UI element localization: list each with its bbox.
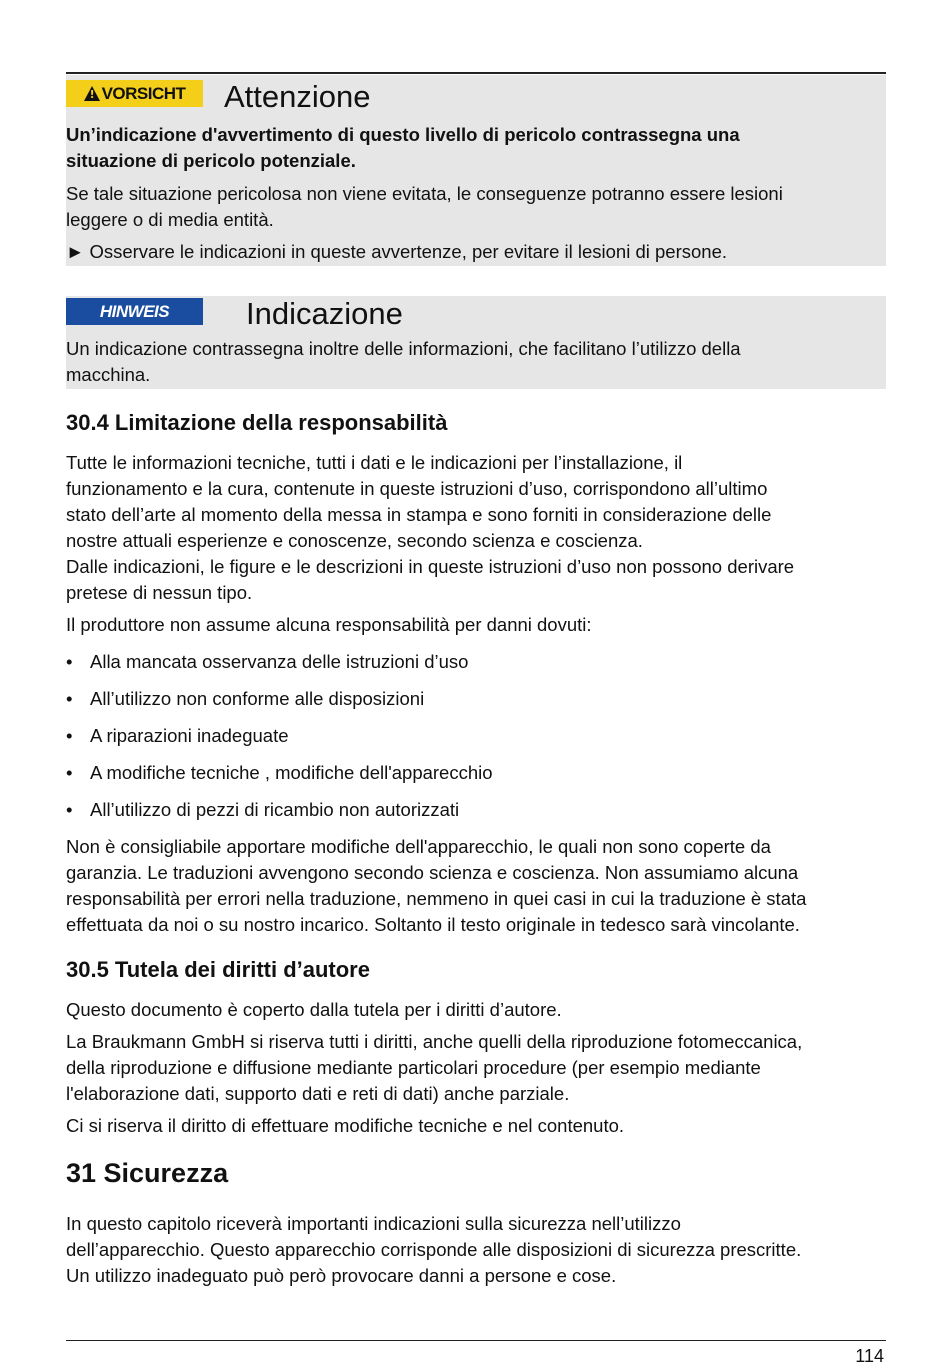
paragraph-line: della riproduzione e diffusione mediante particolari procedure (per esempio mediante — [66, 1057, 761, 1078]
bullet-icon: • — [66, 651, 73, 672]
paragraph-line: nostre attuali esperienze e conoscenze, secondo scienza e coscienza. — [66, 530, 643, 551]
list-item — [66, 797, 459, 823]
list-item — [66, 760, 493, 786]
note-box — [66, 296, 886, 389]
note-line: macchina. — [66, 364, 151, 385]
list-item-text: A modifiche tecniche , modifiche dell'apparecchio — [90, 762, 493, 783]
bullet-icon: • — [66, 799, 73, 820]
bullet-icon: • — [66, 688, 73, 709]
paragraph-line: Dalle indicazioni, le figure e le descrizioni in queste istruzioni d’uso non possono derivare — [66, 556, 795, 577]
warning-action: ► Osservare le indicazioni in queste avvertenze, per evitare il lesioni di persone. — [66, 241, 728, 262]
paragraph-line: stato dell’arte al momento della messa in stampa e sono forniti in considerazione delle — [66, 504, 772, 525]
vorsicht-badge-label: VORSICHT — [101, 83, 186, 103]
paragraph-line: garanzia. Le traduzioni avvengono secondo scienza e coscienza. Non assumiamo alcuna — [66, 862, 799, 883]
paragraph-line: La Braukmann GmbH si riserva tutti i diritti, anche quelli della riproduzione fotomeccanica, — [66, 1031, 803, 1052]
paragraph-line: responsabilità per errori nella traduzione, nemmeno in quei casi in cui la traduzione è stata — [66, 888, 807, 909]
paragraph-line: Tutte le informazioni tecniche, tutti i dati e le indicazioni per l’installazione, il — [66, 452, 683, 473]
page-number: 114 — [855, 1346, 884, 1366]
paragraph-line: Questo documento è coperto dalla tutela per i diritti d’autore. — [66, 999, 562, 1020]
hinweis-badge: HINWEIS — [66, 298, 203, 325]
bottom-rule — [66, 1340, 886, 1341]
paragraph-line: dell’apparecchio. Questo apparecchio corrisponde alle disposizioni di sicurezza prescritte. — [66, 1239, 802, 1260]
list-item-text: All’utilizzo non conforme alle disposizioni — [90, 688, 425, 709]
bullet-icon: • — [66, 725, 73, 746]
paragraph-line: In questo capitolo riceverà importanti indicazioni sulla sicurezza nell’utilizzo — [66, 1213, 681, 1234]
warning-lead-line: Un’indicazione d'avvertimento di questo livello di pericolo contrassegna una — [66, 124, 740, 145]
vorsicht-badge — [66, 80, 203, 107]
list-item — [66, 649, 468, 675]
list-item-text: Alla mancata osservanza delle istruzioni d’uso — [90, 651, 469, 672]
section-heading-30-4: 30.4 Limitazione della responsabilità — [66, 410, 448, 435]
section-heading-30-5: 30.5 Tutela dei diritti d’autore — [66, 957, 370, 982]
paragraph-line: l'elaborazione dati, supporto dati e reti di dati) anche parziale. — [66, 1083, 570, 1104]
paragraph-line: effettuata da noi o su nostro incarico. Soltanto il testo originale in tedesco sarà vincolante. — [66, 914, 800, 935]
paragraph-line: Ci si riserva il diritto di effettuare modifiche tecniche e nel contenuto. — [66, 1115, 625, 1136]
bullet-icon: • — [66, 762, 73, 783]
warning-triangle-icon — [84, 86, 100, 101]
list-item — [66, 686, 424, 712]
note-line: Un indicazione contrassegna inoltre delle informazioni, che facilitano l’utilizzo della — [66, 338, 741, 359]
warning-title: Attenzione — [224, 79, 371, 114]
warning-body-line: Se tale situazione pericolosa non viene evitata, le conseguenze potranno essere lesioni — [66, 183, 783, 204]
note-title: Indicazione — [246, 296, 403, 331]
paragraph-line: pretese di nessun tipo. — [66, 582, 253, 603]
chapter-heading-31: 31 Sicurezza — [66, 1158, 229, 1188]
warning-lead-line: situazione di pericolo potenziale. — [66, 150, 356, 171]
list-intro: Il produttore non assume alcuna responsabilità per danni dovuti: — [66, 614, 592, 635]
list-item-text: A riparazioni inadeguate — [90, 725, 289, 746]
paragraph-line: funzionamento e la cura, contenute in queste istruzioni d’uso, corrispondono all’ultimo — [66, 478, 768, 499]
top-rule — [66, 72, 886, 74]
paragraph-line: Un utilizzo inadeguato può però provocare danni a persone e cose. — [66, 1265, 617, 1286]
paragraph-line: Non è consigliabile apportare modifiche dell'apparecchio, le quali non sono coperte da — [66, 836, 771, 857]
warning-body-line: leggere o di media entità. — [66, 209, 274, 230]
warning-box — [66, 75, 886, 266]
list-item — [66, 723, 289, 749]
list-item-text: All’utilizzo di pezzi di ricambio non autorizzati — [90, 799, 460, 820]
